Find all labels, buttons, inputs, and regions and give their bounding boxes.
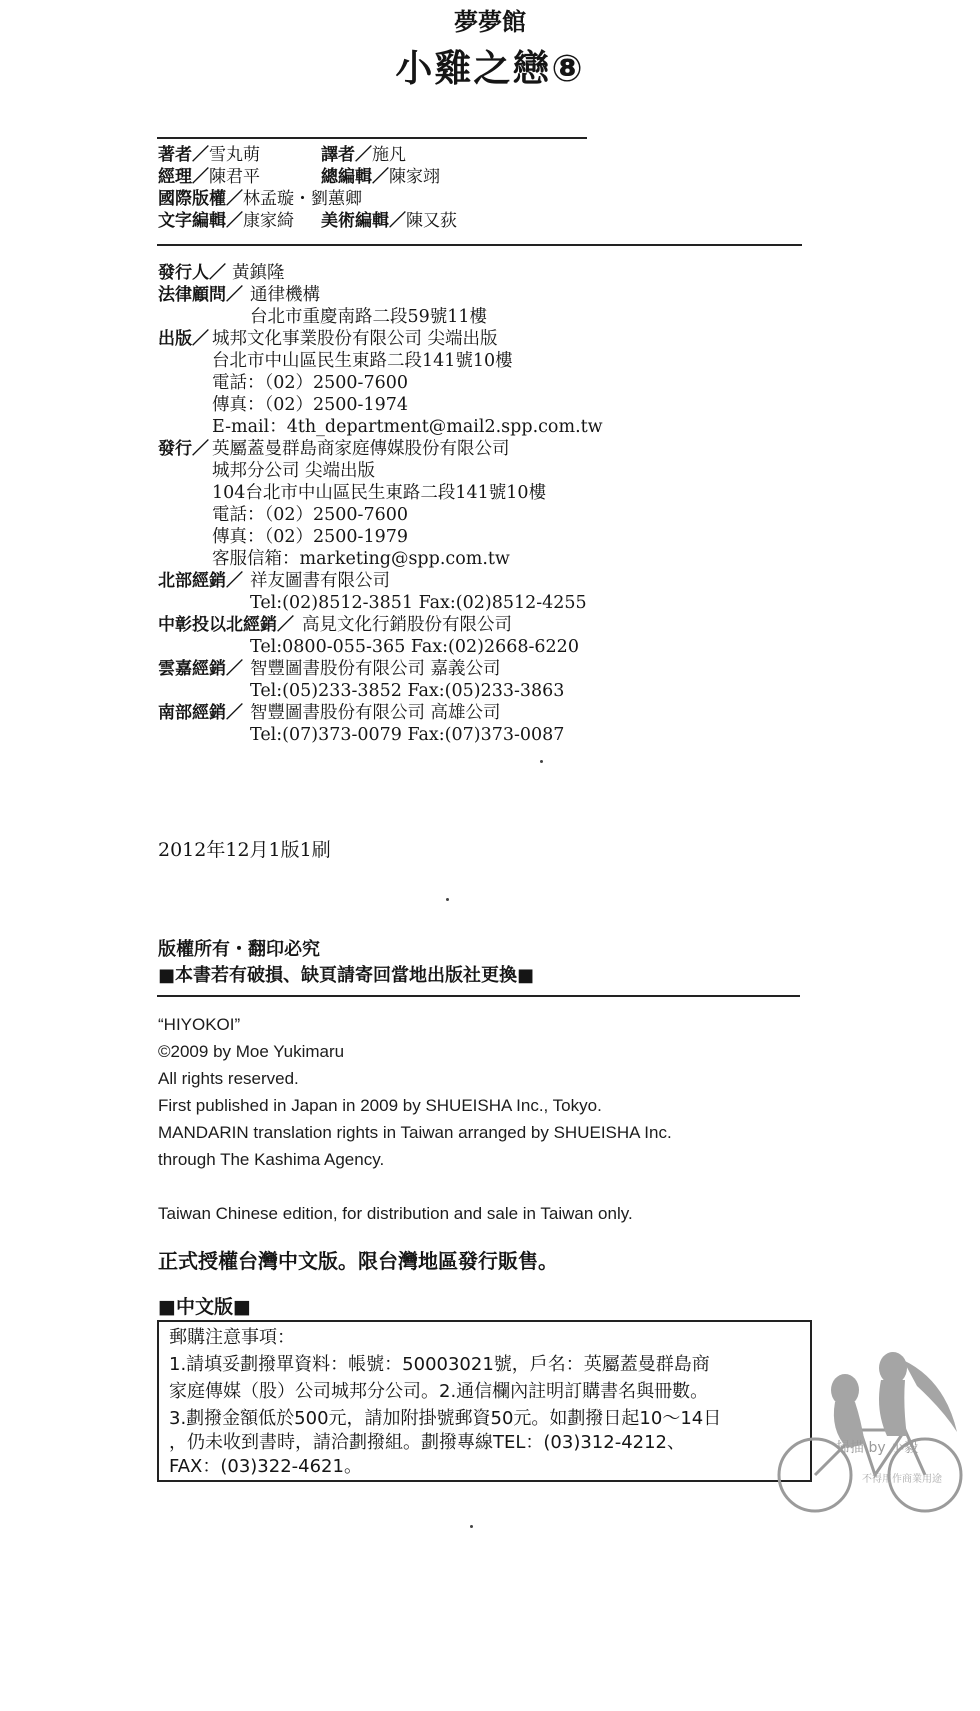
divider-copyright — [157, 995, 800, 997]
publisher-phone: 電話：（02）2500-7600 — [212, 373, 409, 393]
central-distributor-name: 高見文化行銷股份有限公司 — [302, 615, 512, 635]
central-distributor-contact: Tel:0800-055-365 Fax:(02)2668-6220 — [250, 637, 579, 657]
scan-speck — [470, 1525, 473, 1528]
distributor-address: 104台北市中山區民生東路二段141號10樓 — [212, 483, 547, 503]
south-distributor-label: 南部經銷／ — [158, 703, 243, 723]
scanner-watermark-icon — [775, 1340, 975, 1520]
divider-credits — [157, 244, 802, 246]
issuer-name: 黃鎮隆 — [232, 263, 285, 283]
central-distributor-label: 中彰投以北經銷／ — [158, 615, 294, 635]
publisher-address: 台北市中山區民生東路二段141號10樓 — [212, 351, 513, 371]
rights-label: 國際版權／ — [158, 189, 243, 209]
chinese-edition-label: ■中文版■ — [158, 1296, 251, 1318]
manager-name: 陳君平 — [209, 167, 260, 187]
yunjia-distributor-contact: Tel:(05)233-3852 Fax:(05)233-3863 — [250, 681, 565, 701]
issuer-label: 發行人／ — [158, 263, 226, 283]
credit-row-author — [158, 145, 598, 166]
credit-row-rights — [158, 189, 598, 210]
chief-editor-name: 陳家翊 — [389, 167, 440, 187]
north-distributor-label: 北部經銷／ — [158, 571, 243, 591]
english-title: “HIYOKOI” — [158, 1015, 241, 1034]
south-distributor-name: 智豐圖書股份有限公司 高雄公司 — [250, 703, 501, 723]
author-name: 雪丸萌 — [209, 145, 260, 165]
translator-name: 施凡 — [372, 145, 406, 165]
english-first-published: First published in Japan in 2009 by SHUEISHA Inc., Tokyo. — [158, 1096, 602, 1115]
text-editor-name: 康家綺 — [243, 211, 294, 231]
official-edition-notice: 正式授權台灣中文版。限台灣地區發行販售。 — [158, 1249, 558, 1273]
manager-label: 經理／ — [158, 167, 209, 187]
art-editor-name: 陳又荻 — [406, 211, 457, 231]
mail-order-line-3: 3.劃撥金額低於500元，請加附掛號郵資50元。如劃撥日起10～14日 — [169, 1408, 722, 1429]
distributor-fax: 傳真：（02）2500-1979 — [212, 527, 409, 547]
english-agency: through The Kashima Agency. — [158, 1150, 385, 1169]
publisher-name: 夢夢館 — [454, 8, 526, 36]
rights-names: 林孟璇・劉蕙卿 — [243, 189, 362, 209]
book-title: 小雞之戀⑧ — [395, 47, 585, 90]
publisher-label: 出版／ — [158, 329, 209, 349]
divider-top — [157, 137, 587, 139]
author-label: 著者／ — [158, 145, 209, 165]
mail-order-line-4: ，仍未收到書時，請洽劃撥組。劃撥專線TEL：(03)312-4212、 — [169, 1432, 686, 1453]
distributor-phone: 電話：（02）2500-7600 — [212, 505, 409, 525]
distributor-branch: 城邦分公司 尖端出版 — [212, 461, 376, 481]
watermark-text: 掃描 by 小毅 — [836, 1440, 919, 1456]
art-editor-label: 美術編輯／ — [321, 211, 406, 231]
mail-order-line-1: 1.請填妥劃撥單資料：帳號：50003021號，戶名：英屬蓋曼群島商 — [169, 1354, 710, 1375]
legal-address: 台北市重慶南路二段59號11樓 — [250, 307, 488, 327]
print-date: 2012年12月1版1刷 — [158, 839, 331, 861]
yunjia-distributor-label: 雲嘉經銷／ — [158, 659, 243, 679]
translator-label: 譯者／ — [321, 145, 372, 165]
mail-order-line-2: 家庭傳媒（股）公司城邦分公司。2.通信欄內註明訂購書名與冊數。 — [169, 1381, 709, 1402]
publisher-fax: 傳真：（02）2500-1974 — [212, 395, 409, 415]
mail-order-heading: 郵購注意事項： — [169, 1327, 295, 1348]
north-distributor-name: 祥友圖書有限公司 — [250, 571, 390, 591]
yunjia-distributor-name: 智豐圖書股份有限公司 嘉義公司 — [250, 659, 501, 679]
distributor-service-email: 客服信箱：marketing@spp.com.tw — [212, 549, 510, 569]
publisher-company: 城邦文化事業股份有限公司 尖端出版 — [212, 329, 498, 349]
english-mandarin-rights: MANDARIN translation rights in Taiwan arranged by SHUEISHA Inc. — [158, 1123, 672, 1142]
text-editor-label: 文字編輯／ — [158, 211, 243, 231]
mail-order-line-5: FAX：(03)322-4621。 — [169, 1456, 362, 1477]
english-copyright: ©2009 by Moe Yukimaru — [158, 1042, 345, 1061]
north-distributor-contact: Tel:(02)8512-3851 Fax:(02)8512-4255 — [250, 593, 587, 613]
watermark-subtext: 不得用作商業用途 — [862, 1474, 942, 1485]
credit-row-editors — [158, 211, 598, 232]
legal-name: 通律機構 — [250, 285, 320, 305]
publisher-email: E-mail：4th_department@mail2.spp.com.tw — [212, 417, 603, 437]
scan-speck — [446, 898, 449, 901]
chief-editor-label: 總編輯／ — [321, 167, 389, 187]
south-distributor-contact: Tel:(07)373-0079 Fax:(07)373-0087 — [250, 725, 565, 745]
mail-order-box — [157, 1320, 812, 1482]
copyright-notice: 版權所有・翻印必究 — [158, 939, 320, 960]
credit-row-manager — [158, 167, 598, 188]
english-edition-notice: Taiwan Chinese edition, for distribution and sale in Taiwan only. — [158, 1204, 633, 1223]
scan-speck — [540, 760, 543, 763]
damage-return-notice: ■本書若有破損、缺頁請寄回當地出版社更換■ — [158, 965, 535, 986]
english-rights-reserved: All rights reserved. — [158, 1069, 299, 1088]
legal-label: 法律顧問／ — [158, 285, 243, 305]
distributor-label: 發行／ — [158, 439, 209, 459]
distributor-company: 英屬蓋曼群島商家庭傳媒股份有限公司 — [212, 439, 510, 459]
